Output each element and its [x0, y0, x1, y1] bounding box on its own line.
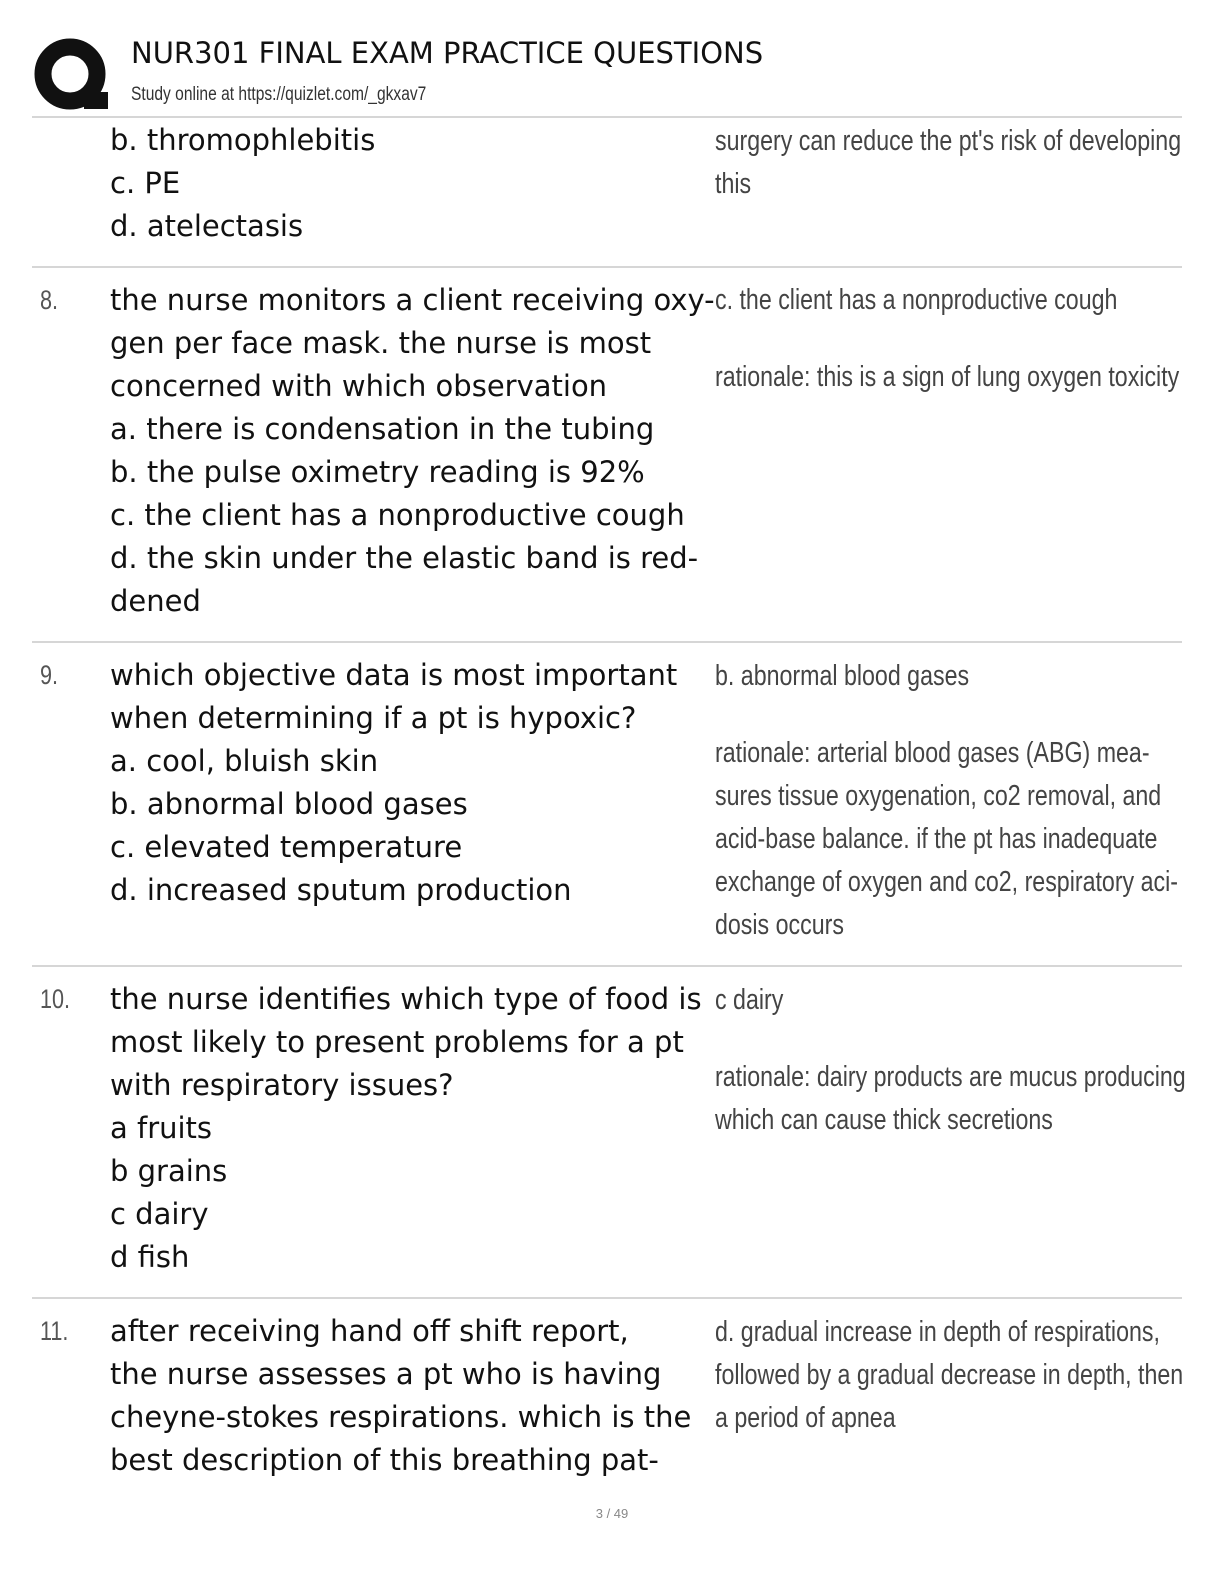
answer-line: c. the client has a nonproductive cough: [715, 284, 1118, 316]
question-line: the nurse identifies which type of food is: [110, 982, 702, 1016]
card-divider: [32, 965, 1182, 967]
question-number: 8.: [40, 285, 59, 315]
question-text: [110, 1310, 706, 1482]
question-line: d fish: [110, 1240, 190, 1274]
question-line: dened: [110, 584, 201, 618]
question-line: d. increased sputum production: [110, 873, 572, 907]
rationale-line: sures tissue oxygenation, co2 removal, and: [715, 780, 1162, 812]
question-line: c dairy: [110, 1197, 209, 1231]
question-line: c. elevated temperature: [110, 830, 463, 864]
question-line: d. atelectasis: [110, 209, 304, 243]
header-divider: [32, 116, 1182, 118]
answer-line: c dairy: [715, 984, 784, 1016]
question-text: [110, 978, 706, 1279]
card-divider: [32, 266, 1182, 268]
question-number: 10.: [40, 984, 71, 1014]
study-online-link[interactable]: Study online at https://quizlet.com/_gkxav7: [131, 84, 427, 105]
rationale-line: which can cause thick secretions: [715, 1104, 1053, 1136]
page-number: 3 / 49: [595, 1506, 629, 1521]
rationale-line: rationale: dairy products are mucus producing: [715, 1061, 1186, 1093]
question-text: [110, 279, 715, 623]
question-line: a. there is condensation in the tubing: [110, 412, 655, 446]
rationale-line: exchange of oxygen and co2, respiratory aci-: [715, 866, 1178, 898]
answer-line: d. gradual increase in depth of respirations,: [715, 1316, 1160, 1348]
question-number: 11.: [40, 1316, 69, 1346]
rationale-line: dosis occurs: [715, 909, 844, 941]
question-text: [110, 654, 706, 912]
question-line: c. PE: [110, 166, 181, 200]
answer-line: surgery can reduce the pt's risk of developing: [715, 125, 1182, 157]
question-line: b. thromophlebitis: [110, 123, 376, 157]
quizlet-q-logo-icon: [32, 34, 112, 114]
question-line: most likely to present problems for a pt: [110, 1025, 684, 1059]
question-line: with respiratory issues?: [110, 1068, 454, 1102]
page-header: [0, 0, 1224, 118]
rationale-line: rationale: arterial blood gases (ABG) mea-: [715, 737, 1150, 769]
question-line: b. the pulse oximetry reading is 92%: [110, 455, 645, 489]
question-line: cheyne-stokes respirations. which is the: [110, 1400, 692, 1434]
question-line: best description of this breathing pat-: [110, 1443, 659, 1477]
card-divider: [32, 641, 1182, 643]
answer-text: [715, 979, 1186, 1142]
question-line: the nurse assesses a pt who is having: [110, 1357, 662, 1391]
question-number: 9.: [40, 660, 59, 690]
answer-line: b. abnormal blood gases: [715, 660, 970, 692]
question-line: b grains: [110, 1154, 228, 1188]
question-line: b. abnormal blood gases: [110, 787, 468, 821]
answer-text: [715, 279, 1180, 399]
question-text: [110, 119, 706, 248]
question-line: the nurse monitors a client receiving oxy-: [110, 283, 715, 317]
rationale-line: acid-base balance. if the pt has inadequate: [715, 823, 1158, 855]
question-line: concerned with which observation: [110, 369, 608, 403]
question-line: when determining if a pt is hypoxic?: [110, 701, 637, 735]
answer-text: [715, 655, 1178, 947]
question-line: c. the client has a nonproductive cough: [110, 498, 685, 532]
answer-line: a period of apnea: [715, 1402, 896, 1434]
question-line: after receiving hand off shift report,: [110, 1314, 629, 1348]
answer-line: followed by a gradual decrease in depth, then: [715, 1359, 1184, 1391]
answer-line: this: [715, 168, 752, 200]
question-line: d. the skin under the elastic band is red-: [110, 541, 699, 575]
rationale-line: rationale: this is a sign of lung oxygen toxicity: [715, 361, 1180, 393]
question-line: gen per face mask. the nurse is most: [110, 326, 652, 360]
answer-text: [715, 1311, 1184, 1440]
card-divider: [32, 1297, 1182, 1299]
question-line: a. cool, bluish skin: [110, 744, 379, 778]
question-line: which objective data is most important: [110, 658, 678, 692]
document-title: NUR301 FINAL EXAM PRACTICE QUESTIONS: [131, 36, 764, 70]
question-line: a fruits: [110, 1111, 213, 1145]
answer-text: [715, 120, 1182, 206]
